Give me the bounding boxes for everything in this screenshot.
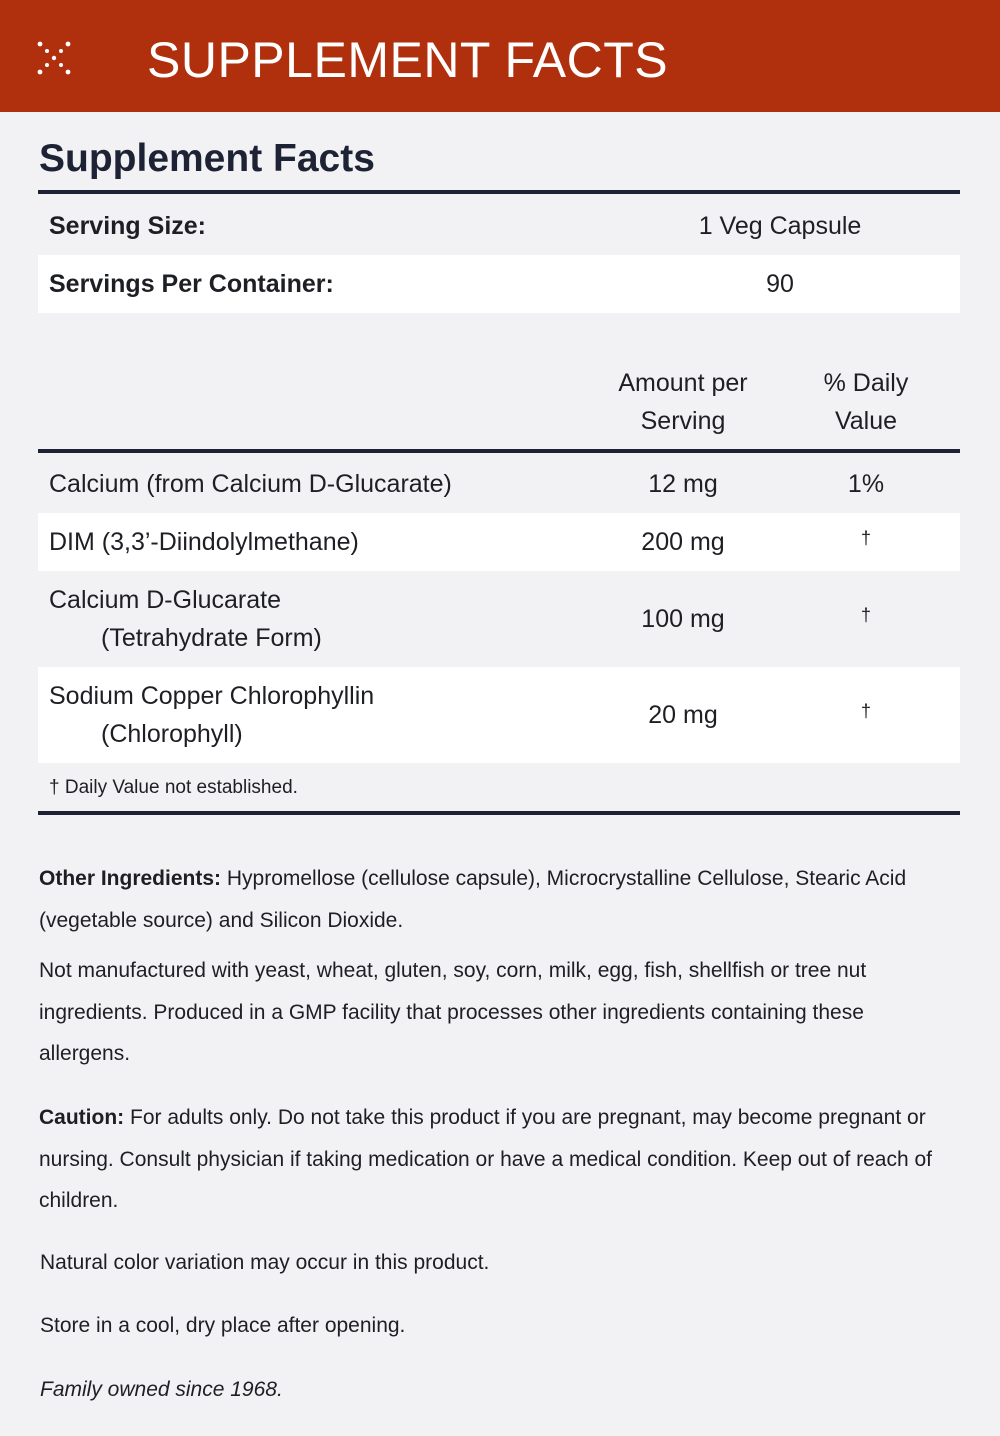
nutrient-name: Sodium Copper Chlorophyllin [49, 682, 375, 710]
column-header-row [38, 364, 960, 444]
nutrient-row [38, 513, 960, 571]
servings-per-container-row [38, 255, 960, 313]
top-rule [38, 190, 960, 194]
nutrient-amount: 100 mg [641, 605, 725, 633]
nutrient-amount: 200 mg [641, 528, 725, 556]
nutrient-subname: (Chlorophyll) [101, 720, 243, 748]
nutrient-amount: 20 mg [648, 701, 718, 729]
dv-header-line1: % Daily [823, 369, 909, 397]
nutrient-row [38, 571, 960, 667]
dv-header-line2: Value [834, 407, 898, 435]
nutrient-amount: 12 mg [648, 470, 718, 498]
servings-per-container-value: 90 [766, 270, 794, 298]
other-ingredients-label: Other Ingredients: [39, 867, 222, 890]
facts-title: Supplement Facts [39, 137, 375, 180]
bottom-rule [38, 811, 960, 815]
serving-size-value: 1 Veg Capsule [698, 212, 862, 240]
amount-header-line2: Serving [640, 407, 726, 435]
nutrient-name-block [49, 677, 374, 753]
nutrient-name: Calcium (from Calcium D-Glucarate) [49, 470, 452, 498]
servings-per-container-label: Servings Per Container: [49, 270, 334, 298]
daily-value-footnote: † Daily Value not established. [49, 777, 298, 798]
header-title: SUPPLEMENT FACTS [147, 32, 669, 88]
color-variation-note: Natural color variation may occur in this product. [40, 1251, 490, 1274]
dv-header [786, 364, 946, 440]
nutrient-name-block [49, 581, 322, 657]
other-ingredients [39, 858, 959, 941]
serving-size-label: Serving Size: [49, 212, 206, 240]
nutrient-dv: † [860, 528, 871, 548]
caution-label: Caution: [39, 1106, 125, 1129]
sparkle-icon [36, 40, 72, 76]
nutrient-dv: 1% [847, 470, 885, 498]
header-rule [38, 449, 960, 453]
caution-text: For adults only. Do not take this product if you are pregnant, may become pregnant or nursing. Consult physician if taking medication or have a medical condition. Keep out of reach of children. [39, 1106, 933, 1212]
storage-note: Store in a cool, dry place after opening. [40, 1314, 406, 1337]
amount-header-line1: Amount per [618, 369, 748, 397]
amount-header [583, 364, 783, 440]
nutrient-row [38, 455, 960, 513]
nutrient-name: Calcium D-Glucarate [49, 586, 282, 614]
nutrient-row [38, 667, 960, 763]
family-owned-note: Family owned since 1968. [40, 1378, 283, 1401]
nutrient-name: DIM (3,3’-Diindolylmethane) [49, 528, 359, 556]
nutrient-dv: † [860, 701, 871, 721]
nutrient-dv: † [860, 605, 871, 625]
serving-size-row [38, 197, 960, 255]
other-ingredients-text: Hypromellose (cellulose capsule), Microcrystalline Cellulose, Stearic Acid (vegetable source) and Silicon Dioxide. [39, 867, 907, 932]
page-header [0, 0, 1000, 112]
nutrient-subname: (Tetrahydrate Form) [101, 624, 322, 652]
caution-statement [39, 1097, 959, 1222]
allergen-statement: Not manufactured with yeast, wheat, gluten, soy, corn, milk, egg, fish, shellfish or tree nut ingredients. Produced in a GMP facility that processes other ingredients containing these allergens. [39, 959, 867, 1065]
